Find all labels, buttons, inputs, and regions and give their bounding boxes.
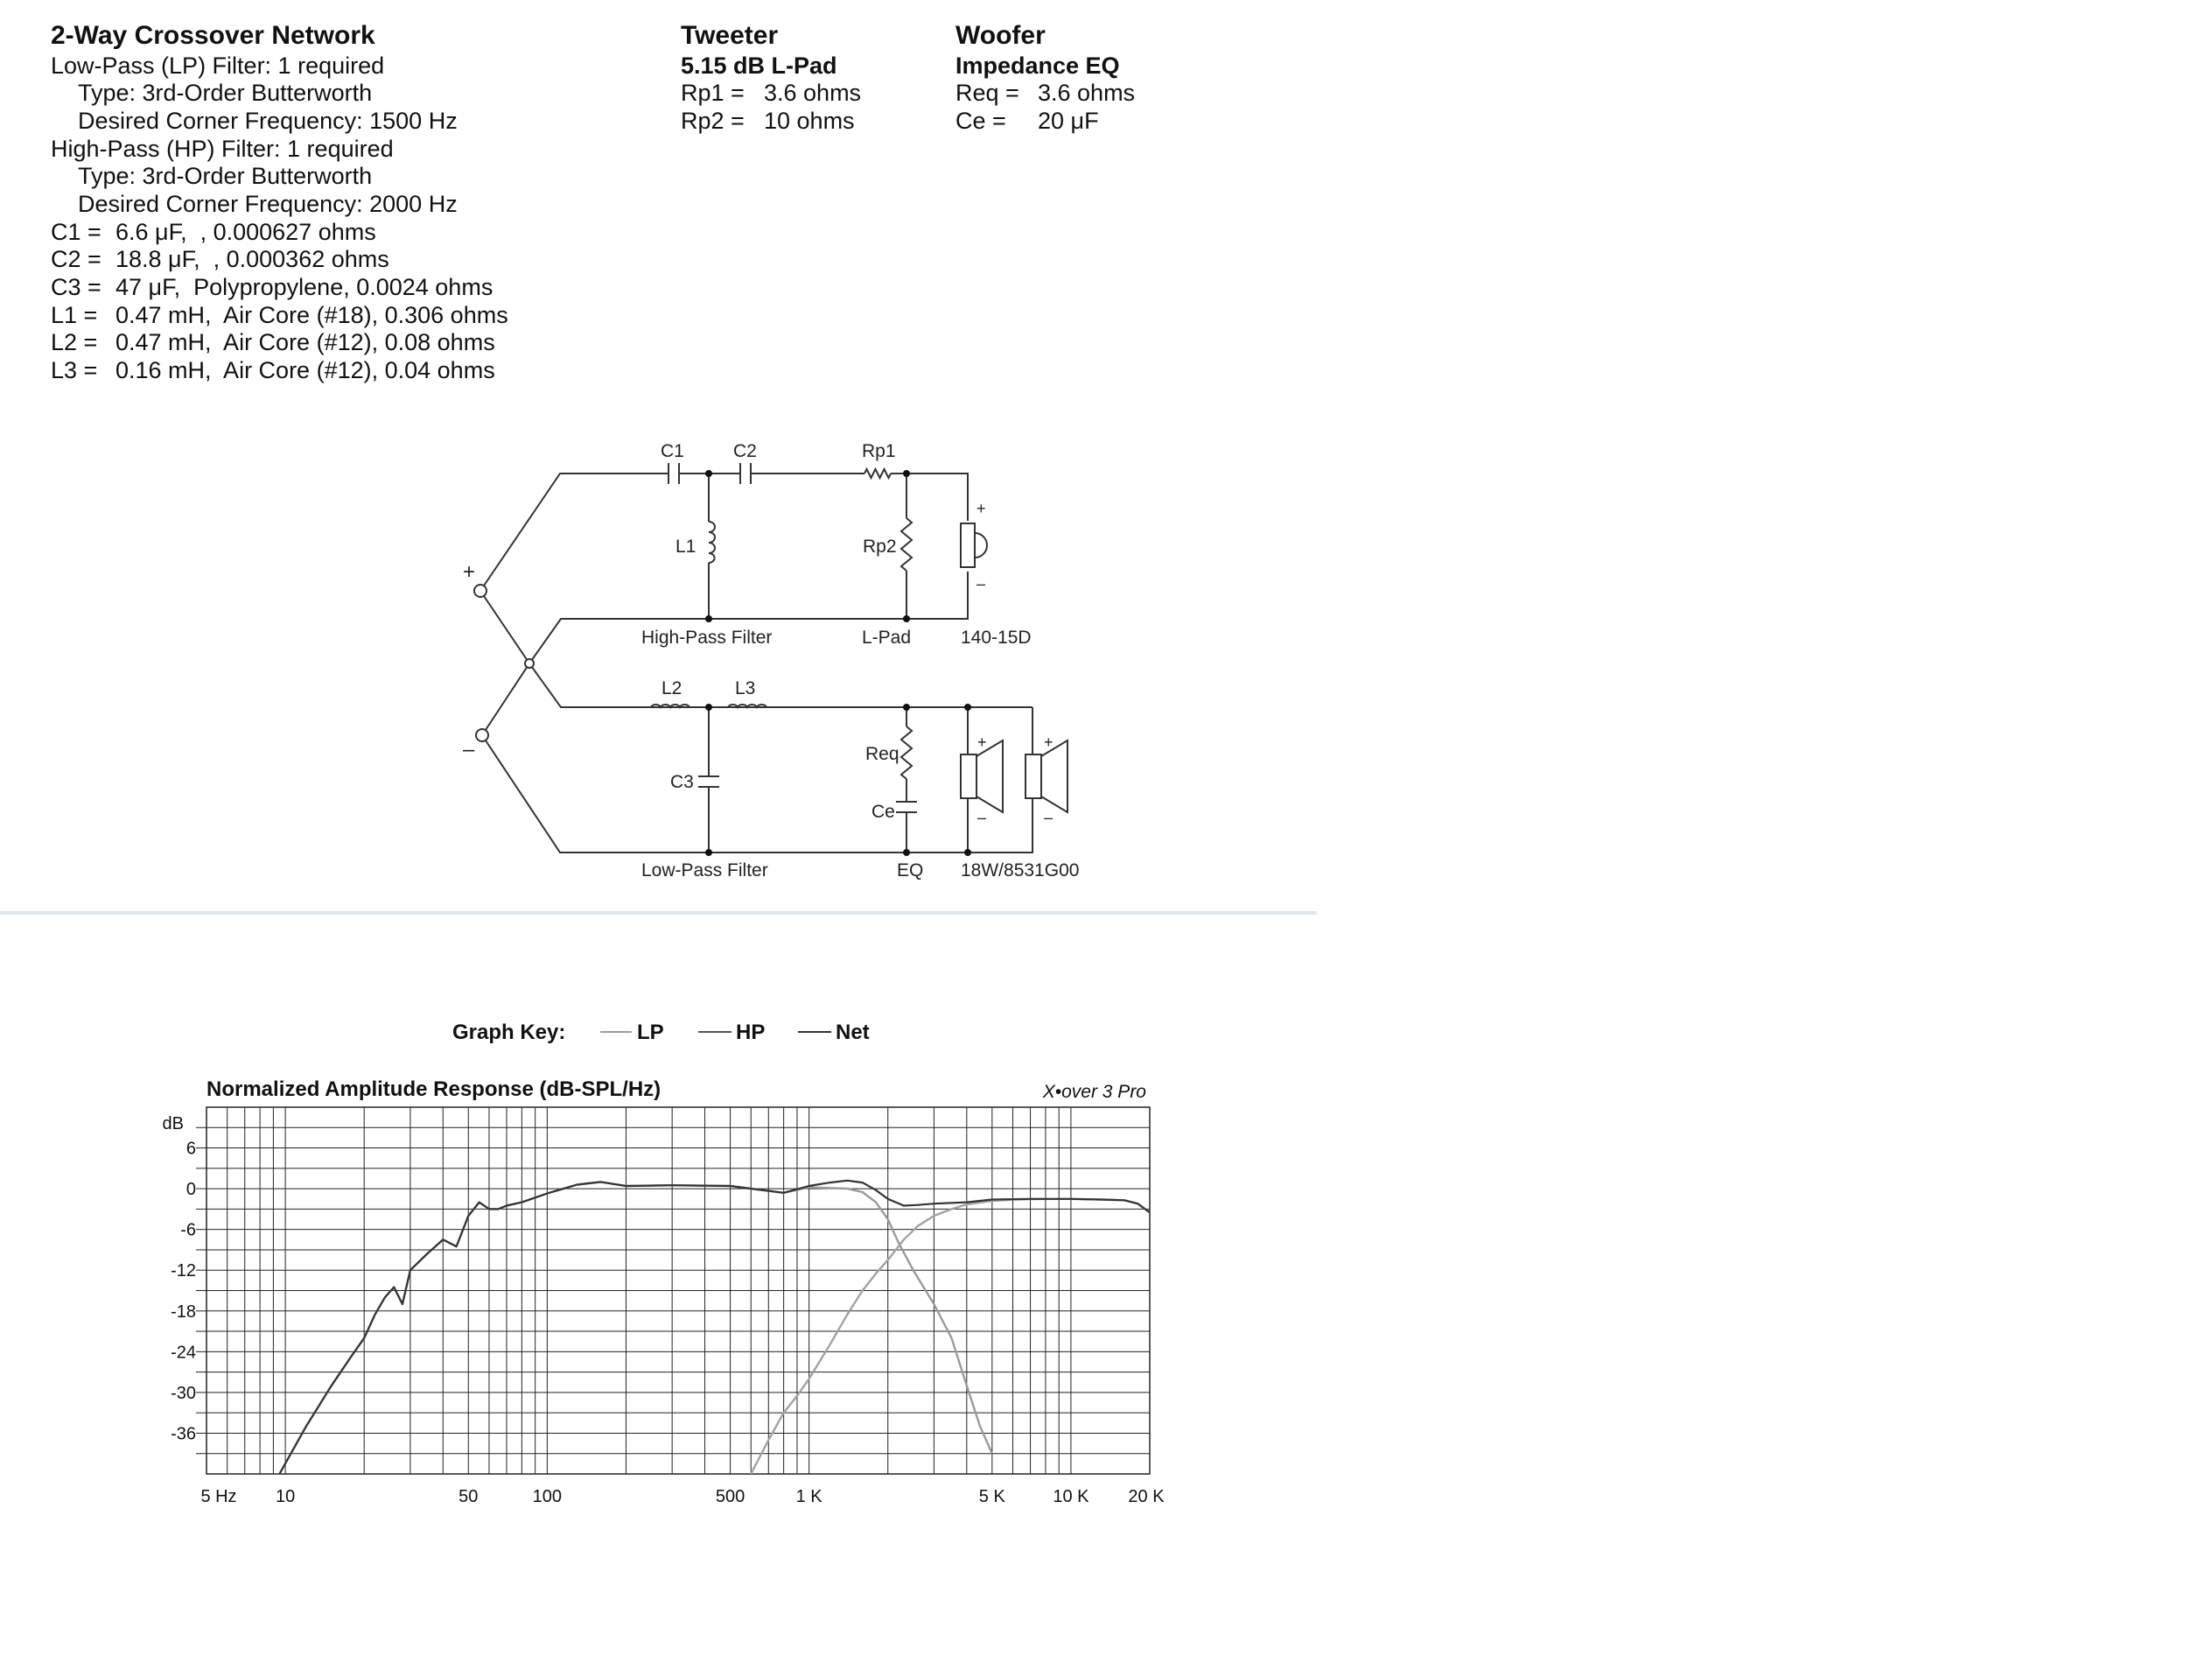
label-minus-woofer-1: – [977, 809, 987, 826]
hp-filter-type: Type: 3rd-Order Butterworth [78, 163, 373, 189]
label-eq: EQ [897, 860, 924, 881]
node [705, 615, 712, 622]
graph-key [438, 1015, 892, 1050]
key-net: Net [836, 1021, 870, 1044]
component-value: 0.16 mH, Air Core (#12), 0.04 ohms [116, 357, 495, 383]
label-lp-filter: Low-Pass Filter [641, 860, 768, 881]
lp-filter-type: Type: 3rd-Order Butterworth [78, 80, 373, 106]
label-woofer-model: 18W/8531G00 [961, 860, 1080, 881]
label-c3: C3 [670, 772, 694, 792]
wire [480, 474, 661, 591]
woofer-cone-2 [1041, 740, 1068, 812]
label-minus-input: – [463, 738, 475, 761]
wire [891, 474, 968, 521]
woofer-req-value: 3.6 ohms [1038, 80, 1136, 106]
resistor-req [901, 726, 912, 779]
label-ce: Ce [872, 802, 895, 822]
x-tick-label: 100 [532, 1487, 563, 1506]
label-rp2: Rp2 [863, 537, 897, 557]
label-plus-input: + [463, 560, 476, 584]
node [705, 849, 712, 856]
y-tick-label: -18 [171, 1302, 196, 1322]
junction [525, 659, 534, 668]
component-ref: C3 = [51, 274, 102, 300]
tweeter-subtitle: 5.15 dB L-Pad [681, 53, 837, 79]
capacitor-ce [896, 802, 917, 812]
x-tick-label: 10 [275, 1487, 296, 1506]
y-tick-label: -6 [180, 1220, 196, 1240]
component-value: 0.47 mH, Air Core (#18), 0.306 ohms [116, 302, 508, 328]
label-plus-woofer-1: + [977, 733, 987, 751]
label-minus-woofer-2: – [1044, 809, 1054, 826]
section-divider [0, 911, 1317, 915]
x-tick-label: 10 K [1053, 1487, 1089, 1506]
graph-key-label: Graph Key: [452, 1021, 566, 1044]
tweeter-dome [975, 533, 987, 558]
tweeter-title: Tweeter [681, 21, 779, 50]
amplitude-response-chart [0, 1068, 1225, 1523]
label-hp-filter: High-Pass Filter [641, 628, 773, 648]
node [903, 849, 910, 856]
capacitor-c3 [698, 776, 719, 787]
y-tick-label: 6 [186, 1139, 196, 1159]
label-lpad: L-Pad [862, 628, 912, 648]
y-tick-label: 0 [186, 1180, 196, 1200]
label-l2: L2 [662, 678, 682, 698]
component-ref: C1 = [51, 219, 102, 245]
chart-watermark: X•over 3 Pro [1042, 1082, 1146, 1102]
label-minus-tweeter: – [976, 575, 986, 593]
tweeter-rp1-label: Rp1 = [681, 80, 745, 106]
report-title: 2-Way Crossover Network [51, 21, 375, 50]
inductor-l1 [709, 522, 715, 563]
component-ref: C2 = [51, 246, 102, 272]
tweeter-symbol [961, 523, 975, 567]
resistor-rp1 [864, 469, 891, 478]
capacitor-c2 [740, 463, 751, 484]
chart-title: Normalized Amplitude Response (dB-SPL/Hz) [206, 1077, 662, 1101]
tweeter-rp1-value: 3.6 ohms [764, 80, 862, 106]
woofer-subtitle: Impedance EQ [956, 53, 1120, 79]
component-value: 0.47 mH, Air Core (#12), 0.08 ohms [116, 329, 495, 355]
node [705, 704, 712, 711]
component-ref: L1 = [51, 302, 98, 328]
label-req: Req [865, 744, 900, 764]
label-plus-woofer-2: + [1044, 733, 1054, 751]
wire [968, 707, 1032, 853]
lp-filter-frequency: Desired Corner Frequency: 1500 Hz [78, 108, 458, 134]
terminal-negative [476, 729, 488, 741]
x-tick-label: 500 [715, 1487, 746, 1506]
y-tick-label: -12 [171, 1261, 196, 1281]
y-axis-label: dB [162, 1114, 184, 1133]
hp-filter-line: High-Pass (HP) Filter: 1 required [51, 136, 394, 162]
component-value: 18.8 μF, , 0.000362 ohms [116, 246, 389, 272]
component-ref: L2 = [51, 329, 98, 355]
tweeter-rp2-value: 10 ohms [764, 108, 855, 134]
woofer-req-label: Req = [956, 80, 1019, 106]
y-tick-label: -36 [171, 1424, 196, 1444]
node [964, 849, 971, 856]
component-value: 6.6 μF, , 0.000627 ohms [116, 219, 376, 245]
woofer-title: Woofer [956, 21, 1046, 50]
resistor-rp2 [901, 518, 912, 571]
terminal-positive [474, 585, 486, 597]
y-tick-label: -30 [171, 1383, 196, 1403]
woofer-symbol-2 [1026, 754, 1041, 798]
wire [906, 572, 968, 619]
x-tick-label: 20 K [1128, 1487, 1165, 1506]
hp-filter-frequency: Desired Corner Frequency: 2000 Hz [78, 191, 458, 217]
woofer-ce-value: 20 μF [1038, 108, 1099, 134]
label-c1: C1 [661, 441, 684, 461]
x-tick-label: 1 K [795, 1487, 822, 1506]
node [964, 704, 971, 711]
x-tick-label: 50 [458, 1487, 479, 1506]
key-lp: LP [637, 1021, 664, 1044]
woofer-cone-1 [976, 740, 1003, 812]
lp-filter-line: Low-Pass (LP) Filter: 1 required [51, 53, 385, 79]
x-tick-label: 5 Hz [200, 1487, 237, 1506]
wire [529, 663, 1032, 707]
component-value: 47 μF, Polypropylene, 0.0024 ohms [116, 274, 494, 300]
node [903, 470, 910, 477]
tweeter-rp2-label: Rp2 = [681, 108, 745, 134]
label-l1: L1 [676, 537, 696, 557]
node [705, 470, 712, 477]
label-plus-tweeter: + [976, 500, 986, 517]
woofer-symbol-1 [961, 754, 976, 798]
node [903, 704, 910, 711]
y-tick-label: -24 [171, 1343, 196, 1363]
capacitor-c1 [668, 463, 679, 484]
label-l3: L3 [735, 678, 756, 698]
x-tick-label: 5 K [978, 1487, 1005, 1506]
component-ref: L3 = [51, 357, 98, 383]
wire [892, 707, 968, 853]
key-hp: HP [736, 1021, 766, 1044]
label-tweeter-model: 140-15D [961, 628, 1032, 648]
woofer-ce-label: Ce = [956, 108, 1006, 134]
label-c2: C2 [733, 441, 757, 461]
node [903, 615, 910, 622]
label-rp1: Rp1 [862, 441, 896, 461]
